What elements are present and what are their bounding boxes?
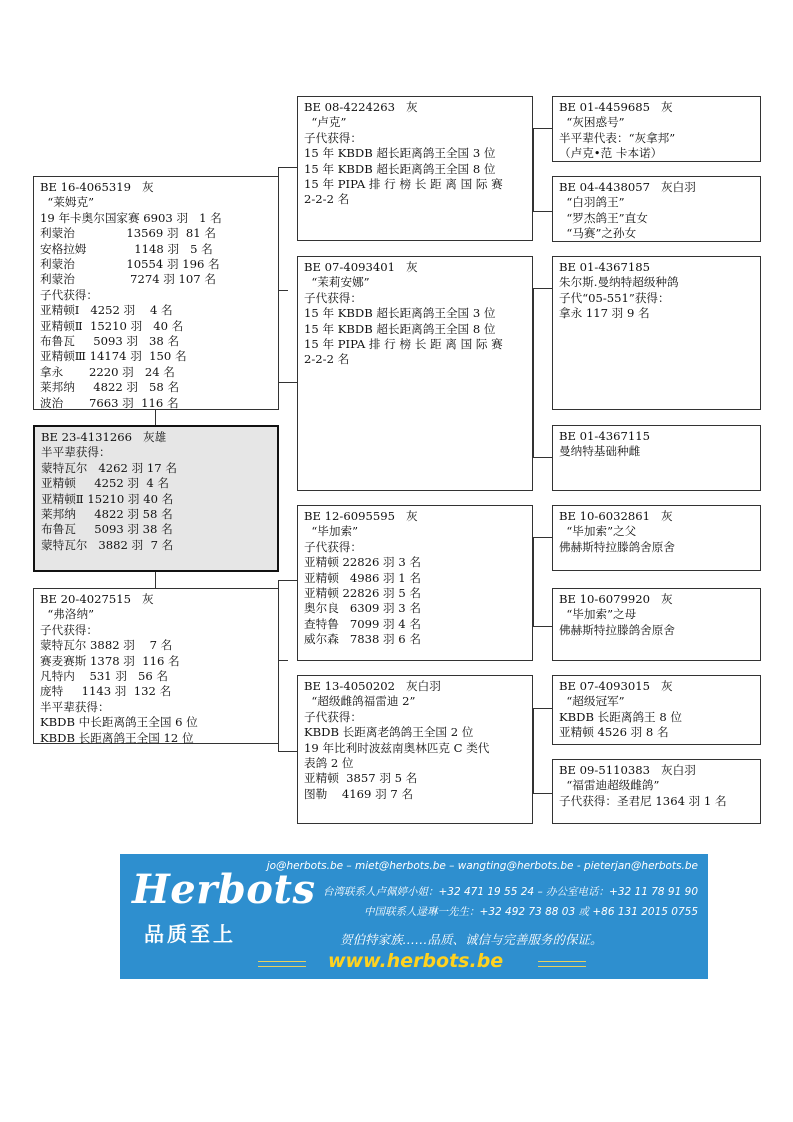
sire-line: 亚精顿Ⅲ 14174 羽 150 名 (40, 349, 187, 364)
sd-line: 2-2-2 名 (304, 352, 350, 367)
sire-line: 莱邦纳 4822 羽 58 名 (40, 380, 180, 395)
subject-line: 蒙特瓦尔 3882 羽 7 名 (41, 537, 174, 552)
sire-line: 布鲁瓦 5093 羽 38 名 (40, 334, 180, 349)
dam-line: KBDB 中长距离鸽王全国 6 位 (40, 715, 198, 730)
sire-line: 19 年卡奥尔国家赛 6903 羽 1 名 (40, 210, 222, 225)
dam-line: 半平辈获得： (40, 699, 110, 714)
dd-line: 子代获得： (304, 709, 362, 724)
dds-line: 亚精顿 4526 羽 8 名 (559, 725, 669, 740)
sss-line: BE 01-4459685 灰 (559, 100, 673, 114)
ddd-box (552, 759, 761, 824)
dam-line: 蒙特瓦尔 3882 羽 7 名 (40, 638, 173, 653)
dd-line: 19 年比利时波兹南奥林匹克 C 类代 (304, 740, 490, 755)
sire-line: 利蒙治 7274 羽 107 名 (40, 272, 216, 287)
herbots-banner (120, 854, 708, 979)
sire-line: 利蒙治 13569 羽 81 名 (40, 226, 216, 241)
dds-line: BE 07-4093015 灰 (559, 679, 673, 693)
subject-line: 半平辈获得： (41, 445, 111, 460)
sd-line: BE 07-4093401 灰 (304, 260, 418, 274)
ddd-line: “福雷迪超级雌鸽” (559, 778, 660, 793)
dds-box (552, 675, 761, 745)
sds-line: BE 01-4367185 (559, 260, 650, 274)
dd-line: 亚精顿 3857 羽 5 名 (304, 771, 418, 786)
dam-line: 子代获得： (40, 622, 98, 637)
dss-line: 佛赫斯特拉滕鸽舍原舍 (559, 539, 675, 554)
sire-box (33, 176, 279, 410)
ds-line: “毕加索” (304, 524, 359, 539)
ssd-line: “白羽鸽王” (559, 195, 625, 210)
dds-line: KBDB 长距离鸽王 8 位 (559, 709, 682, 724)
sss-box (552, 96, 761, 162)
ssd-line: “马赛”之孙女 (559, 226, 637, 241)
dd-line: BE 13-4050202 灰白羽 (304, 679, 441, 693)
subject-line: BE 23-4131266 灰雄 (41, 430, 167, 444)
subject-line: 布鲁瓦 5093 羽 38 名 (41, 522, 173, 537)
website-link[interactable]: www.herbots.be (328, 950, 504, 972)
sire-line: 波治 7663 羽 116 名 (40, 395, 179, 410)
connector-dd (533, 708, 553, 794)
ss-line: 15 年 PIPA 排 行 榜 长 距 离 国 际 赛 (304, 177, 503, 192)
connector-ss (533, 128, 553, 212)
connector-dam-ds (278, 580, 298, 752)
sds-line: 拿永 117 羽 9 名 (559, 306, 650, 321)
ds-line: 查特鲁 7099 羽 4 名 (304, 616, 421, 631)
sss-line: 半平辈代表：“灰拿邦” (559, 130, 676, 145)
ss-line: 子代获得： (304, 130, 362, 145)
ss-line: 2-2-2 名 (304, 192, 350, 207)
tagline: 贺伯特家族……品质、诚信与完善服务的保证。 (340, 932, 603, 947)
dss-line: “毕加索”之父 (559, 524, 637, 539)
sds-line: 朱尔斯.曼纳特超级种鸽 (559, 275, 679, 290)
sd-line: 15 年 PIPA 排 行 榜 长 距 离 国 际 赛 (304, 337, 503, 352)
ds-line: 亚精顿 22826 羽 3 名 (304, 555, 421, 570)
sire-dam-box (297, 256, 533, 491)
dam-line: “弗洛纳” (40, 607, 95, 622)
sss-line: “灰困惑号” (559, 115, 625, 130)
sdd-box (552, 425, 761, 491)
sire-line: 亚精顿Ⅱ 15210 羽 40 名 (40, 318, 184, 333)
contact-china: 中国联系人逯琳一先生：+32 492 73 88 03 或 +86 131 2015 0755 (364, 906, 698, 918)
sd-line: 15 年 KBDB 超长距离鸽王全国 8 位 (304, 321, 496, 336)
sire-line: 子代获得： (40, 287, 98, 302)
connector-dam-stub (278, 660, 288, 661)
dam-line: BE 20-4027515 灰 (40, 592, 154, 606)
sd-line: 15 年 KBDB 超长距离鸽王全国 3 位 (304, 306, 496, 321)
sire-sire-box (297, 96, 533, 241)
dam-line: 赛麦赛斯 1378 羽 116 名 (40, 653, 180, 668)
sd-line: 子代获得： (304, 290, 362, 305)
ds-line: 奥尔良 6309 羽 3 名 (304, 601, 421, 616)
sire-line: 安格拉姆 1148 羽 5 名 (40, 241, 213, 256)
ddd-line: BE 09-5110383 灰白羽 (559, 763, 696, 777)
dd-line: 图勒 4169 羽 7 名 (304, 786, 414, 801)
sire-line: 利蒙治 10554 羽 196 名 (40, 257, 220, 272)
sdd-line: BE 01-4367115 (559, 429, 650, 443)
sdd-line: 曼纳特基础种雌 (559, 444, 641, 459)
sire-line: 亚精顿Ⅰ 4252 羽 4 名 (40, 303, 173, 318)
ddd-line: 子代获得：圣君尼 1364 羽 1 名 (559, 793, 727, 808)
subject-line: 亚精顿 4252 羽 4 名 (41, 476, 170, 491)
connector-ds (533, 537, 553, 627)
ss-line: BE 08-4224263 灰 (304, 100, 418, 114)
dsd-box (552, 588, 761, 661)
dam-line: 庞特 1143 羽 132 名 (40, 684, 172, 699)
ds-line: 威尔森 7838 羽 6 名 (304, 632, 421, 647)
ssd-box (552, 176, 761, 242)
subject-line: 蒙特瓦尔 4262 羽 17 名 (41, 460, 177, 475)
sire-line: 拿永 2220 羽 24 名 (40, 364, 175, 379)
ssd-line: BE 04-4438057 灰白羽 (559, 180, 696, 194)
subject-line: 亚精顿Ⅱ 15210 羽 40 名 (41, 491, 174, 506)
dam-sire-box (297, 505, 533, 661)
connector-sire-subject (155, 410, 156, 426)
divider-left (258, 961, 306, 967)
ss-line: 15 年 KBDB 超长距离鸽王全国 3 位 (304, 146, 496, 161)
dsd-line: “毕加索”之母 (559, 607, 637, 622)
dsd-line: 佛赫斯特拉滕鸽舍原舍 (559, 622, 675, 637)
sds-box (552, 256, 761, 410)
subject-pigeon-box (33, 425, 279, 572)
connector-sire-ss (278, 167, 298, 383)
ssd-line: “罗杰鸽王”直女 (559, 210, 648, 225)
sire-line: “莱姆克” (40, 195, 95, 210)
dds-line: “超级冠军” (559, 694, 625, 709)
ds-line: 亚精顿 4986 羽 1 名 (304, 570, 421, 585)
ss-line: 15 年 KBDB 超长距离鸽王全国 8 位 (304, 161, 496, 176)
dd-line: “超级雌鸽福雷迪 2” (304, 694, 416, 709)
dsd-line: BE 10-6079920 灰 (559, 592, 673, 606)
slogan: 品质至上 (144, 922, 236, 946)
ds-line: 子代获得： (304, 539, 362, 554)
divider-right (538, 961, 586, 967)
dam-line: KBDB 长距离鸽王全国 12 位 (40, 730, 194, 745)
dss-line: BE 10-6032861 灰 (559, 509, 673, 523)
sds-line: 子代“05-551”获得： (559, 290, 670, 305)
subject-line: 莱邦纳 4822 羽 58 名 (41, 507, 173, 522)
connector-subject-dam (155, 571, 156, 589)
contact-emails[interactable]: jo@herbots.be – miet@herbots.be – wangting@herbots.be - pieterjan@herbots.be (266, 860, 698, 872)
dam-box (33, 588, 279, 744)
dd-line: KBDB 长距离老鸽鸽王全国 2 位 (304, 725, 474, 740)
ss-line: “卢克” (304, 115, 347, 130)
dd-line: 表鸽 2 位 (304, 756, 354, 771)
sss-line: （卢克•范 卡本诺） (559, 146, 663, 161)
sd-line: “茉莉安娜” (304, 275, 370, 290)
herbots-logo: Herbots (132, 866, 316, 913)
sire-line: BE 16-4065319 灰 (40, 180, 154, 194)
dss-box (552, 505, 761, 571)
connector-sire-stub (278, 290, 288, 291)
connector-sd (533, 288, 553, 458)
dam-dam-box (297, 675, 533, 824)
contact-taiwan: 台湾联系人卢佩婷小姐：+32 471 19 55 24 – 办公室电话：+32 11 78 91 90 (322, 886, 698, 898)
ds-line: 亚精顿 22826 羽 5 名 (304, 586, 421, 601)
ds-line: BE 12-6095595 灰 (304, 509, 418, 523)
dam-line: 凡特内 531 羽 56 名 (40, 669, 169, 684)
